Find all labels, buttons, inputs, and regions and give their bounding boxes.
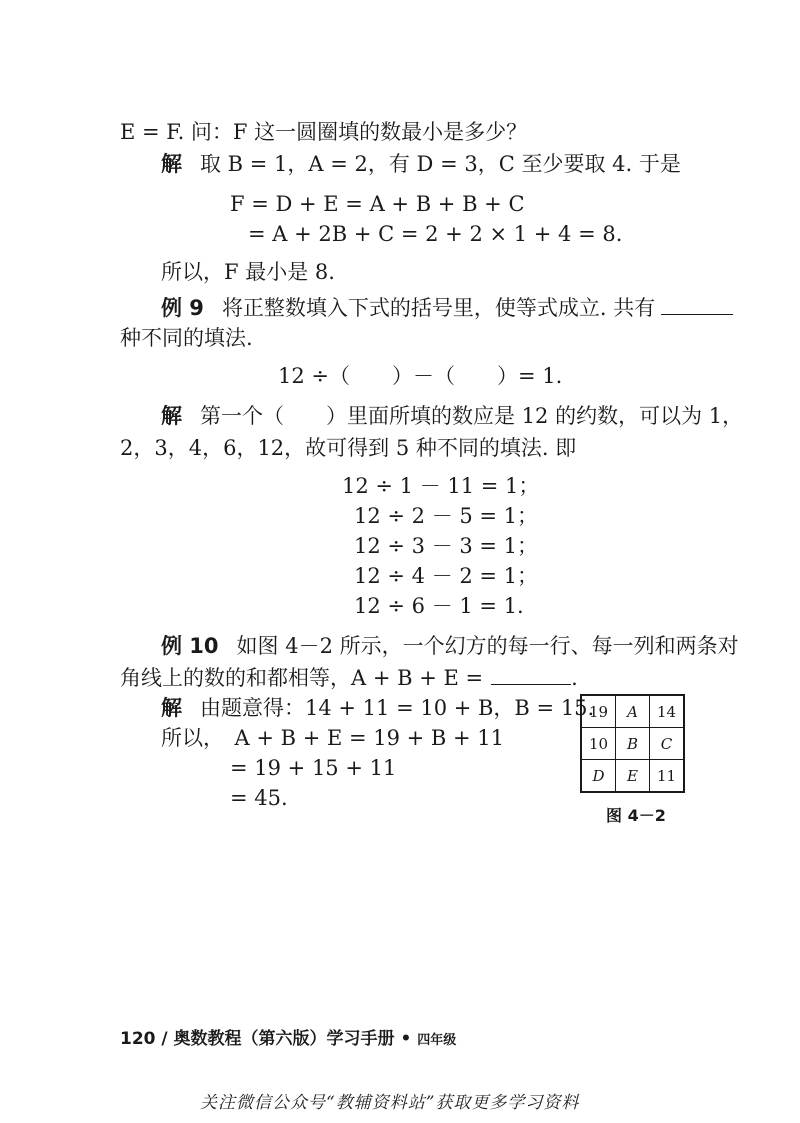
book-title: / 奥数教程（第六版）学习手册 • (161, 1029, 412, 1049)
equation-line: 12 ÷ 2 － 5 = 1； (354, 504, 539, 528)
solution-text: 第一个（ ）里面所填的数应是 12 的约数，可以为 1， (200, 404, 744, 428)
solution-line (161, 402, 743, 430)
solution-label: 解 (161, 404, 182, 428)
text-line: 所以，F 最小是 8. (161, 260, 335, 284)
solution-label: 解 (161, 152, 182, 176)
answer-blank (491, 664, 571, 685)
equation-line: 12 ÷ 3 － 3 = 1； (354, 534, 539, 558)
grid-row (581, 728, 684, 760)
grid-cell: 10 (581, 728, 616, 760)
page-number: 120 (120, 1029, 156, 1049)
example-label: 例 10 (161, 634, 219, 658)
solution-text: 取 B = 1，A = 2，有 D = 3，C 至少要取 4. 于是 (200, 152, 681, 176)
example-text: 角线上的数的和都相等，A + B + E = (120, 666, 484, 690)
equation-line: = 19 + 15 + 11 (230, 756, 397, 780)
grid-cell: E (616, 760, 650, 793)
equation-line: 12 ÷ 6 － 1 = 1. (354, 594, 524, 618)
grid-row (581, 760, 684, 793)
solution-label: 解 (161, 696, 182, 720)
text-line: 角线上的数的和都相等，A + B + E = . (120, 666, 578, 690)
equation-line: 所以， A + B + E = 19 + B + 11 (161, 726, 505, 750)
watermark-text: 关注微信公众号“教辅资料站”获取更多学习资料 (200, 1093, 580, 1113)
equation-line: = A + 2B + C = 2 + 2 × 1 + 4 = 8. (248, 222, 623, 246)
text-line: E = F. 问：F 这一圆圈填的数最小是多少？ (120, 120, 528, 144)
solution-line (161, 150, 681, 178)
text-line: 2，3，4，6，12，故可得到 5 种不同的填法. 即 (120, 436, 577, 460)
grid-cell: A (616, 695, 650, 728)
equation-line: 12 ÷（ ）－（ ）= 1. (278, 364, 563, 388)
example-text: 如图 4－2 所示，一个幻方的每一行、每一列和两条对 (236, 634, 739, 658)
equation-line: F = D + E = A + B + B + C (230, 192, 525, 216)
example-label: 例 9 (161, 296, 204, 320)
figure-caption: 图 4－2 (606, 806, 666, 825)
magic-square-grid (580, 694, 685, 793)
text-line: 种不同的填法. (120, 326, 253, 350)
solution-text: 由题意得：14 + 11 = 10 + B，B = 15. (200, 696, 595, 720)
equation-line: 12 ÷ 4 － 2 = 1； (354, 564, 539, 588)
example-9-line (161, 294, 733, 322)
grid-cell: D (581, 760, 616, 793)
grid-cell: C (650, 728, 685, 760)
example-text: 将正整数填入下式的括号里，使等式成立. 共有 (221, 296, 656, 320)
answer-blank (661, 294, 733, 315)
equation-line: = 45. (230, 786, 288, 810)
grid-cell: 11 (650, 760, 685, 793)
grade-label: 四年级 (417, 1033, 457, 1048)
grid-cell: 14 (650, 695, 685, 728)
grid-cell: B (616, 728, 650, 760)
page-footer (120, 1024, 456, 1049)
grid-cell: 19 (581, 695, 616, 728)
example-10-line (161, 632, 739, 660)
equation-line: 12 ÷ 1 － 11 = 1； (342, 474, 540, 498)
grid-row (581, 695, 684, 728)
solution-line (161, 694, 594, 722)
